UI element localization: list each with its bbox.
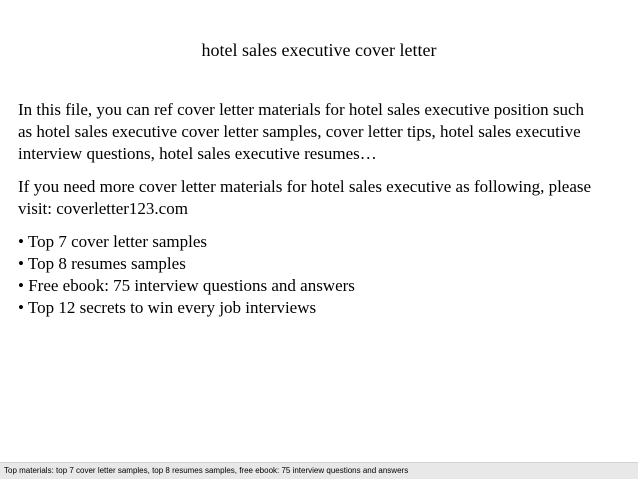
more-paragraph (18, 176, 628, 220)
list-item: • Top 7 cover letter samples (18, 232, 208, 251)
intro-line: as hotel sales executive cover letter samples, cover letter tips, hotel sales executive (18, 122, 581, 141)
more-line: If you need more cover letter materials for hotel sales executive as following, please (18, 177, 592, 196)
list-item: • Top 12 secrets to win every job interviews (18, 298, 317, 317)
more-line: visit: coverletter123.com (18, 199, 188, 218)
footer-bar: Top materials: top 7 cover letter samples, top 8 resumes samples, free ebook: 75 interview questions and answers (0, 462, 638, 479)
intro-paragraph (18, 99, 628, 165)
slide-content (18, 99, 628, 319)
slide-title: hotel sales executive cover letter (201, 40, 437, 60)
list-item: • Top 8 resumes samples (18, 254, 186, 273)
intro-line: interview questions, hotel sales executive resumes… (18, 144, 377, 163)
bullet-list (18, 231, 628, 319)
list-item: • Free ebook: 75 interview questions and answers (18, 276, 355, 295)
intro-line: In this file, you can ref cover letter materials for hotel sales executive position such (18, 100, 584, 119)
